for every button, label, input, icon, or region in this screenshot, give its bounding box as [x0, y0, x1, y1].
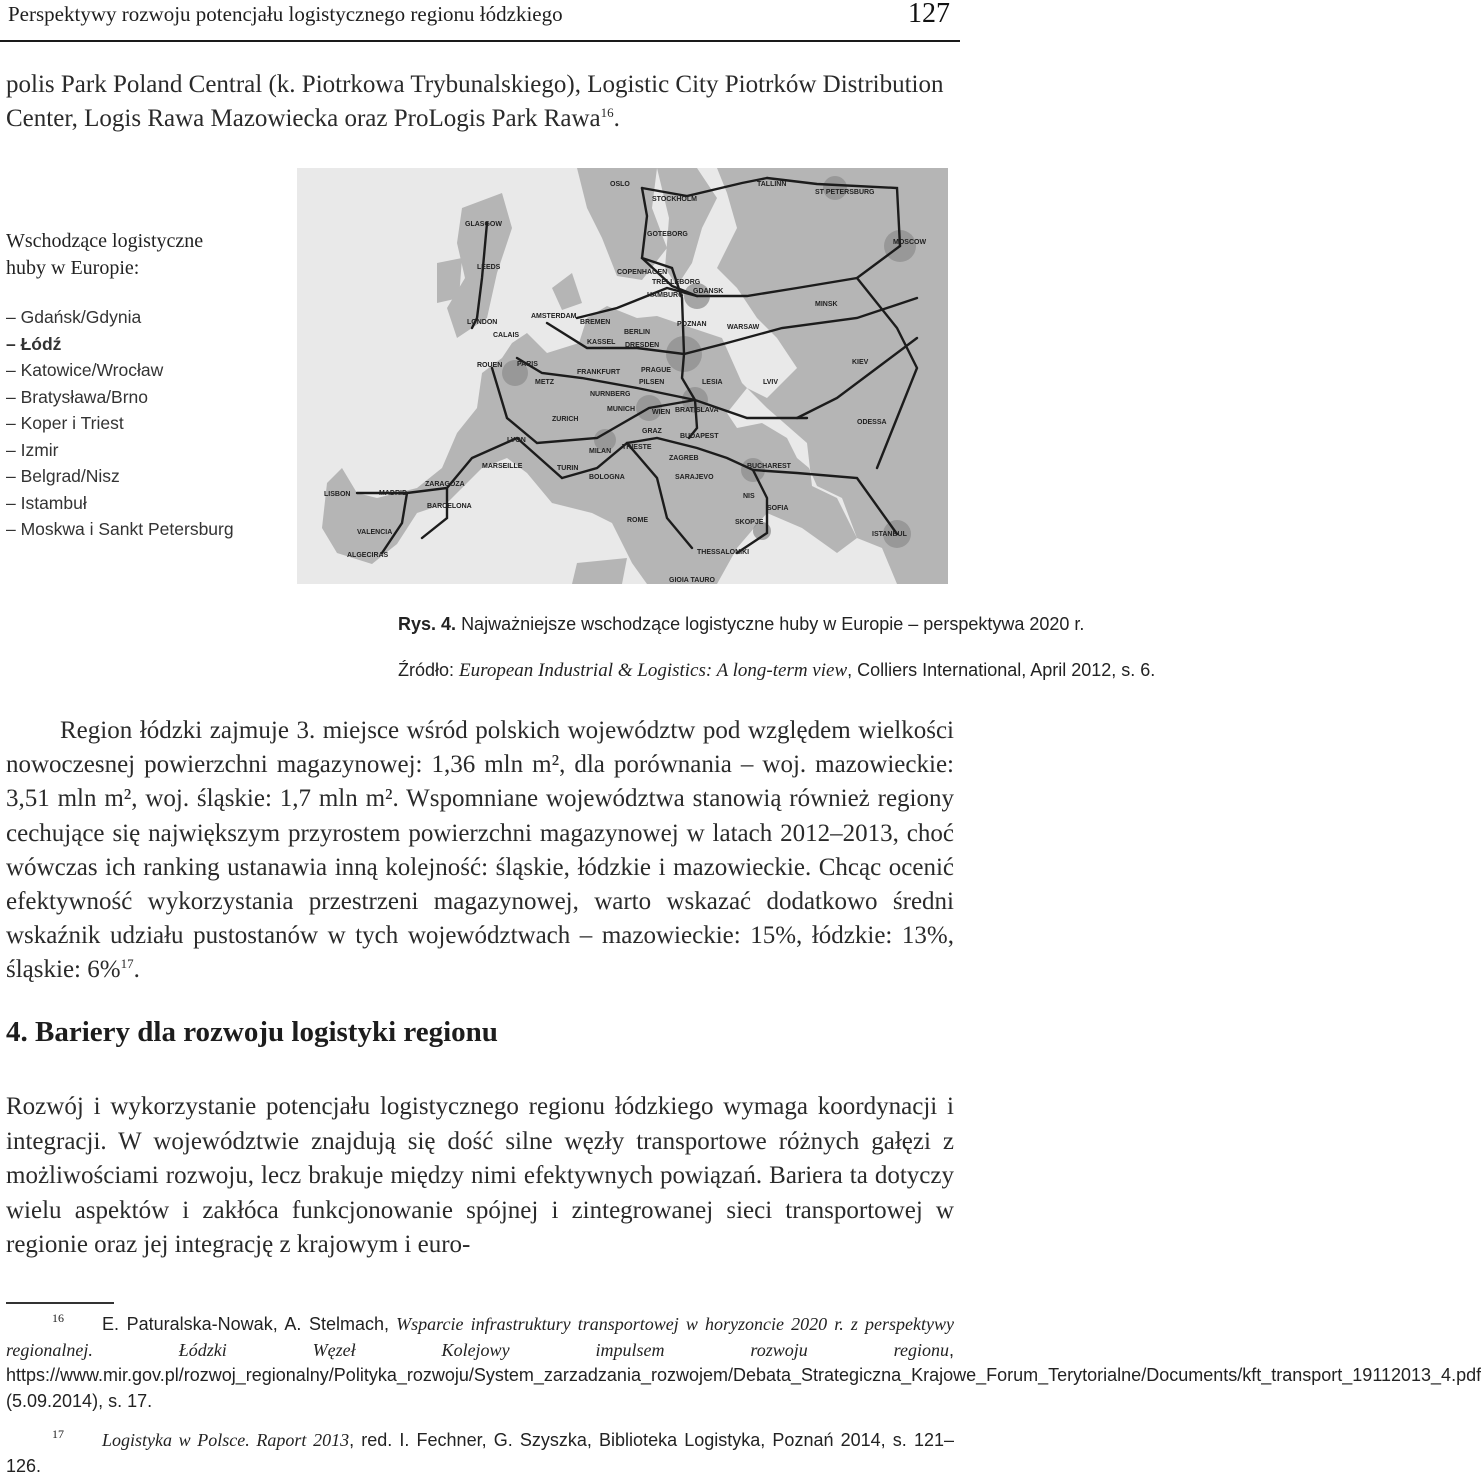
city-label: LONDON: [467, 319, 498, 326]
city-label: TRIESTE: [622, 444, 652, 451]
city-label: HAMBURG: [647, 292, 684, 299]
city-label: NURNBERG: [590, 391, 631, 398]
hub-item: – Belgrad/Nisz: [6, 466, 120, 486]
city-label: LEEDS: [477, 264, 501, 271]
city-label: BUCHAREST: [747, 463, 791, 470]
footnote-17: $^{17}$ Logistyka w Polsce. Raport 2013, red. I. Fechner, G. Szyszka, Biblioteka Logistyka, Poznań 2014, s. 121–126.: [6, 1427, 954, 1476]
city-label: SKOPJE: [735, 519, 764, 526]
city-label: METZ: [535, 379, 555, 386]
hub-item: – Istambuł: [6, 492, 87, 513]
city-label: STOCKHOLM: [652, 196, 697, 203]
city-label: AMSTERDAM: [531, 313, 577, 320]
city-label: KASSEL: [587, 339, 616, 346]
city-label: MOSCOW: [893, 239, 927, 246]
header-rule: [0, 40, 960, 42]
city-label: ZURICH: [552, 416, 579, 423]
city-label: DRESDEN: [625, 342, 660, 349]
hub-item: – Gdańsk/Gdynia: [6, 307, 142, 327]
intro-paragraph: polis Park Poland Central (k. Piotrkowa Trybunalskiego), Logistic City Piotrków Distribution Center, Logis Rawa Mazowiecka oraz ProLogis Park Rawa$^{16}$.: [6, 71, 944, 132]
hub-item: – Katowice/Wrocław: [6, 360, 164, 380]
city-label: WARSAW: [727, 324, 760, 331]
city-label: LESIA: [702, 379, 723, 386]
city-label: GOTEBORG: [647, 231, 688, 238]
city-label: GDANSK: [693, 288, 724, 295]
city-label: SOFIA: [767, 505, 789, 512]
footnote-rule: [6, 1302, 114, 1304]
hub-item: – Izmir: [6, 439, 59, 460]
footnote-16: $^{16}$ E. Paturalska-Nowak, A. Stelmach, Wsparcie infrastruktury transportowej w horyzoncie 2020 r. z perspektywy regionalnej. Łódzki Węzeł Kolejowy impulsem rozwoju regionu, https://www.mir.gov.pl/rozwoj_regionalny/Polityka_rozwoju/System_zarzadzania_rozwojem/Debata_Strategiczna_Krajowe_Forum_Terytorialne/Documents/kft_transport_19112013_4.pdf (5.09.2014), s. 17.: [6, 1311, 1481, 1411]
city-label: BOLOGNA: [589, 474, 625, 481]
city-label: ZAGREB: [669, 455, 699, 462]
city-label: ISTANBUL: [872, 531, 907, 538]
city-label: COPENHAGEN: [617, 269, 668, 276]
city-label: PRAGUE: [641, 367, 671, 374]
city-label: MADRID: [379, 490, 407, 497]
section-heading: 4. Bariery dla rozwoju logistyki regionu: [6, 1016, 498, 1048]
city-label: MILAN: [589, 448, 612, 455]
city-label: BERLIN: [624, 329, 651, 336]
city-label: WIEN: [652, 409, 671, 416]
city-label: GIOIA TAURO: [669, 577, 715, 584]
hub-item: – Moskwa i Sankt Petersburg: [6, 519, 234, 539]
city-label: PILSEN: [639, 379, 665, 386]
city-label: SARAJEVO: [675, 474, 714, 481]
city-label: LISBON: [324, 491, 351, 498]
city-label: BARCELONA: [427, 503, 472, 510]
hub-item: – Koper i Triest: [6, 413, 124, 433]
city-label: ROME: [627, 517, 648, 524]
city-label: BUDAPEST: [680, 433, 719, 440]
city-label: ROUEN: [477, 362, 503, 369]
city-label: TALLINN: [757, 181, 787, 188]
city-label: POZNAN: [677, 321, 707, 328]
city-label: BREMEN: [580, 319, 611, 326]
figure-caption: Rys. 4. Najważniejsze wschodzące logistyczne huby w Europie – perspektywa 2020 r.: [398, 614, 1085, 634]
body-paragraph-2: Rozwój i wykorzystanie potencjału logistycznego regionu łódzkiego wymaga koordynacji i integracji. W województwie znajdują się dość silne węzły transportowe różnych gałęzi z możliwościami rozwoju, lecz brakuje między nimi efektywnych powiązań. Bariera ta dotyczy wielu aspektów i zakłóca funkcjonowanie spójnej i zintegrowanej sieci transportowej w regionie oraz jej integrację z krajowym i euro-: [6, 1093, 954, 1259]
city-label: GRAZ: [642, 428, 662, 435]
city-label: MINSK: [815, 301, 838, 308]
footnote-ref-16[interactable]: 16: [600, 105, 614, 120]
page-number: 127: [908, 0, 950, 29]
city-label: ST PETERSBURG: [815, 189, 875, 196]
city-label: OSLO: [610, 181, 630, 188]
city-label: BRATISLAVA: [675, 407, 719, 414]
city-label: VALENCIA: [357, 529, 393, 536]
hub-legend: [6, 228, 294, 543]
city-label: KIEV: [852, 359, 869, 366]
legend-title: Wschodzące logistyczne huby w Europie:: [6, 230, 204, 279]
hub-item: – Bratysława/Brno: [6, 386, 149, 407]
city-label: NIS: [743, 493, 755, 500]
figure-source: Źródło: European Industrial & Logistics: A long-term view, Colliers International, April 2012, s. 6.: [398, 660, 1156, 681]
city-label: THESSALONIKI: [697, 549, 750, 556]
city-label: LYON: [507, 437, 526, 444]
hub-item: – Łódź: [6, 333, 62, 354]
city-label: CALAIS: [493, 332, 520, 339]
europe-logistics-map: [297, 168, 948, 584]
city-label: MUNICH: [607, 406, 635, 413]
city-label: TURIN: [557, 465, 579, 472]
city-label: LVIV: [763, 379, 779, 386]
city-label: GLASGOW: [465, 221, 502, 228]
city-label: MARSEILLE: [482, 463, 523, 470]
city-label: TRELLEBORG: [652, 279, 701, 286]
footnote-ref-17[interactable]: 17: [120, 956, 134, 972]
city-label: ODESSA: [857, 419, 887, 426]
body-paragraph-1: Region łódzki zajmuje 3. miejsce wśród polskich województw pod względem wielkości nowoczesnej powierzchni magazynowej: 1,36 mln m², dla porównania – woj. mazowieckie: 3,51 mln m², woj. śląskie: 1,7 mln m². Wspomniane województwa stanowią również regiony cechujące się największym przyrostem powierzchni magazynowej w latach 2012–2013, choć wówczas ich ranking ustanawia inną kolejność: śląskie, łódzkie i mazowieckie. Chcąc ocenić efektywność wykorzystania przestrzeni magazynowej, warto wskazać dodatkowo średni wskaźnik udziału pustostanów w tych województwach – mazowieckie: 15%, łódzkie: 13%, śląskie: 6%$^{17}$.: [6, 717, 954, 984]
city-label: ZARAGOZA: [425, 481, 465, 488]
city-label: PARIS: [517, 361, 538, 368]
city-label: FRANKFURT: [577, 369, 621, 376]
running-header-title: Perspektywy rozwoju potencjału logistycznego regionu łódzkiego: [8, 2, 563, 26]
city-label: ALGECIRAS: [347, 552, 389, 559]
